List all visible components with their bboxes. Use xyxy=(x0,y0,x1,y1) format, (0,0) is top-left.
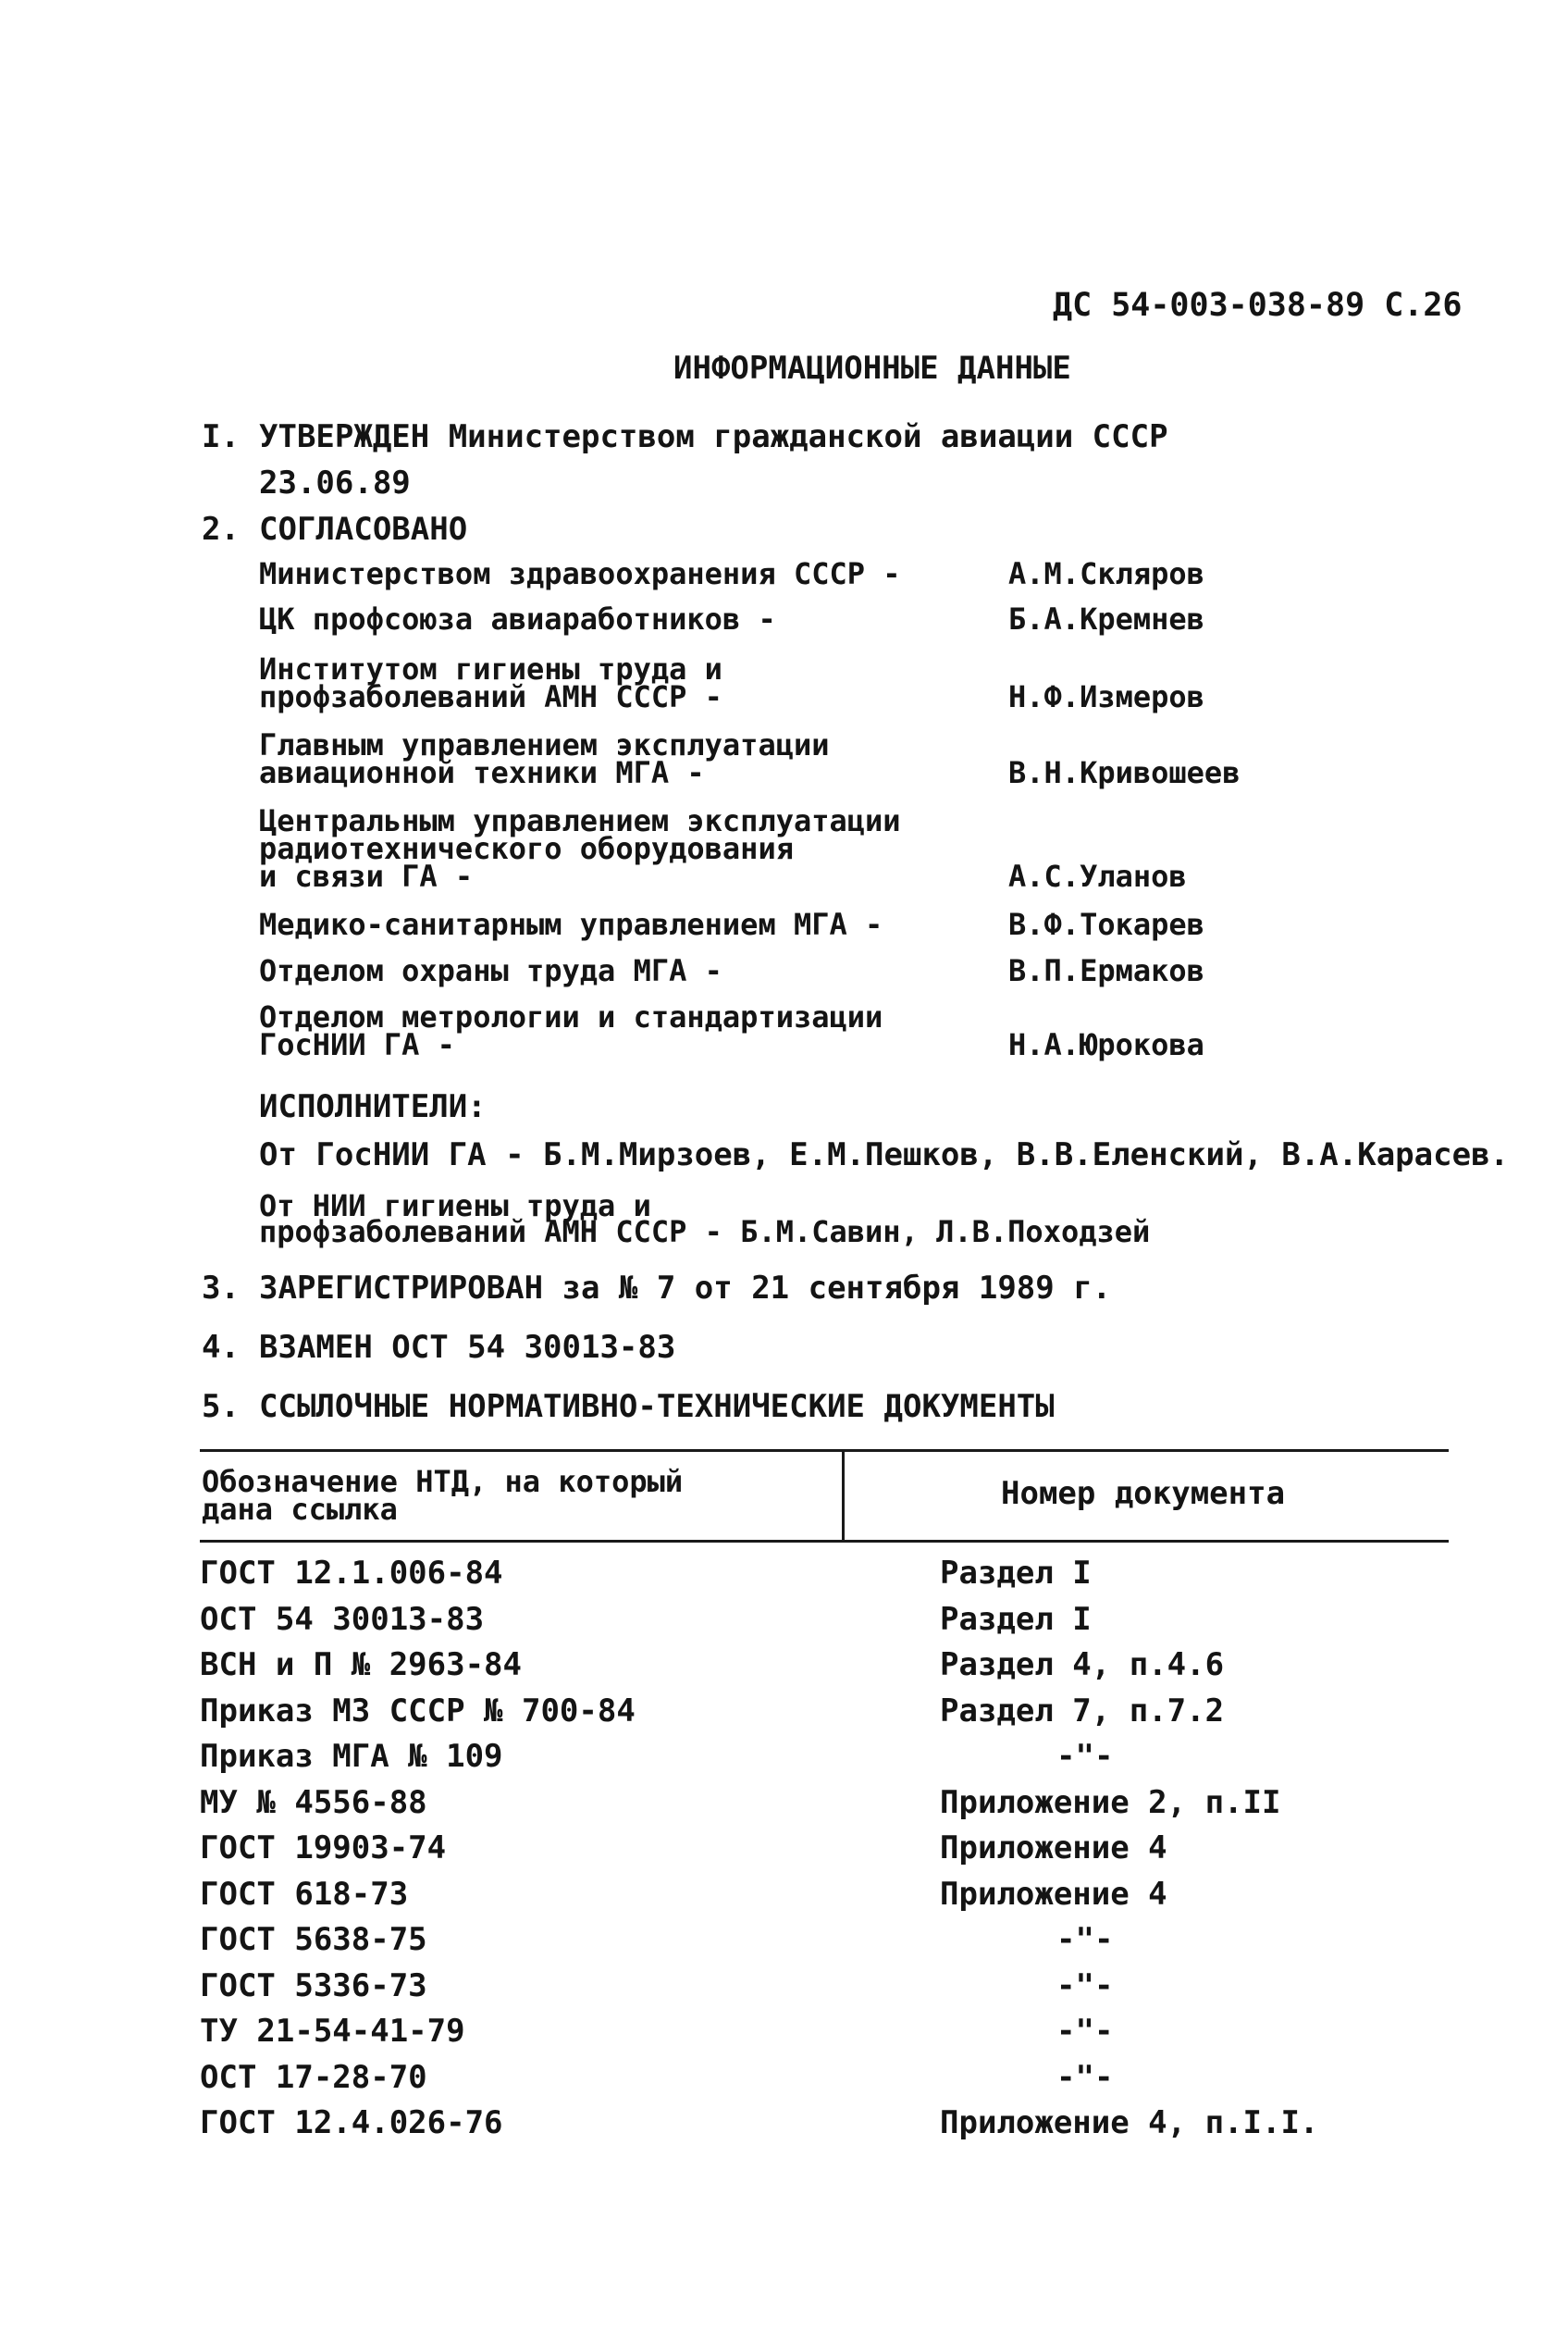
table-header-rule xyxy=(200,1540,1449,1543)
table-row-ref: -"- xyxy=(1056,2013,1114,2050)
table-row-ntd: ГОСТ 12.1.006-84 xyxy=(200,1555,503,1592)
approval-person-5: А.С.Уланов xyxy=(1008,859,1187,894)
executors-line-2b: профзаболеваний АМН СССР - Б.М.Савин, Л.В.Походзей xyxy=(259,1214,1151,1249)
section-1-number: I. xyxy=(202,418,240,455)
approval-org-1: Министерством здравоохранения СССР - xyxy=(259,556,901,591)
table-row-ntd: ГОСТ 19903-74 xyxy=(200,1829,447,1866)
approval-org-2: ЦК профсоюза авиаработников - xyxy=(259,601,776,637)
executors-label: ИСПОЛНИТЕЛИ: xyxy=(259,1088,487,1125)
table-row-ref: Раздел 7, п.7.2 xyxy=(940,1692,1225,1730)
section-1-line1: УТВЕРЖДЕН Министерством гражданской авиации СССР xyxy=(259,418,1168,455)
approval-person-7: В.П.Ермаков xyxy=(1008,953,1204,988)
table-row-ntd: ГОСТ 12.4.026-76 xyxy=(200,2104,503,2141)
table-header-col1-l2: дана ссылка xyxy=(202,1492,398,1527)
table-row-ref: Приложение 2, п.II xyxy=(940,1784,1281,1821)
section-1-date: 23.06.89 xyxy=(259,465,411,502)
table-row-ref: Раздел I xyxy=(940,1555,1092,1592)
approval-person-3: Н.Ф.Измеров xyxy=(1008,679,1204,714)
table-top-rule xyxy=(200,1449,1449,1452)
approval-person-1: А.М.Скляров xyxy=(1008,556,1204,591)
table-row-ref: -"- xyxy=(1056,2059,1114,2096)
table-row-ref: Приложение 4 xyxy=(940,1829,1167,1866)
table-row-ntd: ГОСТ 618-73 xyxy=(200,1876,409,1913)
approval-person-8: Н.А.Юрокова xyxy=(1008,1027,1204,1062)
section-3-text: ЗАРЕГИСТРИРОВАН за № 7 от 21 сентября 1989 г. xyxy=(259,1270,1112,1307)
approval-org-5-l1: Центральным управлением эксплуатации xyxy=(259,803,901,838)
approval-org-5-l2: радиотехнического оборудования xyxy=(259,831,794,866)
table-row-ntd: ГОСТ 5336-73 xyxy=(200,1967,427,2004)
section-5-number: 5. xyxy=(202,1388,240,1425)
table-row-ntd: ОСТ 54 30013-83 xyxy=(200,1601,485,1638)
section-3-number: 3. xyxy=(202,1270,240,1307)
approval-org-8-l1: Отделом метрологии и стандартизации xyxy=(259,999,883,1035)
approval-org-7: Отделом охраны труда МГА - xyxy=(259,953,722,988)
page-title: ИНФОРМАЦИОННЫЕ ДАННЫЕ xyxy=(673,350,1071,387)
approval-org-4-l1: Главным управлением эксплуатации xyxy=(259,727,830,763)
table-header-col2: Номер документа xyxy=(1001,1475,1286,1512)
approval-org-6: Медико-санитарным управлением МГА - xyxy=(259,907,883,942)
document-code: ДС 54-003-038-89 С.26 xyxy=(1053,287,1463,324)
section-2-number: 2. xyxy=(202,511,240,548)
section-4 xyxy=(202,1329,675,1366)
section-5 xyxy=(202,1388,1055,1425)
section-3 xyxy=(202,1270,1111,1307)
table-row-ref: Раздел I xyxy=(940,1601,1092,1638)
table-row-ntd: ОСТ 17-28-70 xyxy=(200,2059,427,2096)
table-row-ref: -"- xyxy=(1056,1921,1114,1958)
table-header-col1-l1: Обозначение НТД, на который xyxy=(202,1464,684,1499)
section-4-text: ВЗАМЕН ОСТ 54 30013-83 xyxy=(259,1329,676,1366)
table-row-ref: -"- xyxy=(1056,1738,1114,1775)
table-row-ref: Раздел 4, п.4.6 xyxy=(940,1646,1225,1683)
approval-org-3-l1: Институтом гигиены труда и xyxy=(259,651,722,687)
approval-person-6: В.Ф.Токарев xyxy=(1008,907,1204,942)
section-4-number: 4. xyxy=(202,1329,240,1366)
approval-org-4-l2: авиационной техники МГА - xyxy=(259,755,705,790)
table-row-ntd: ТУ 21-54-41-79 xyxy=(200,2013,465,2050)
table-row-ntd: Приказ МЗ СССР № 700-84 xyxy=(200,1692,636,1730)
executors-line-1: От ГосНИИ ГА - Б.М.Мирзоев, Е.М.Пешков, В.В.Еленский, В.А.Карасев. xyxy=(259,1136,1510,1173)
table-row-ntd: МУ № 4556-88 xyxy=(200,1784,427,1821)
approval-org-3-l2: профзаболеваний АМН СССР - xyxy=(259,679,722,714)
approval-person-4: В.Н.Кривошеев xyxy=(1008,755,1241,790)
section-1 xyxy=(202,418,1168,455)
executors-line-2a: От НИИ гигиены труда и xyxy=(259,1188,651,1223)
table-row-ntd: ВСН и П № 2963-84 xyxy=(200,1646,522,1683)
table-row-ntd: Приказ МГА № 109 xyxy=(200,1738,503,1775)
table-row-ref: Приложение 4, п.I.I. xyxy=(940,2104,1319,2141)
table-column-divider xyxy=(842,1451,845,1540)
approval-org-5-l3: и связи ГА - xyxy=(259,859,474,894)
section-2-heading: СОГЛАСОВАНО xyxy=(259,511,468,548)
approval-org-8-l2: ГосНИИ ГА - xyxy=(259,1027,455,1062)
table-row-ntd: ГОСТ 5638-75 xyxy=(200,1921,427,1958)
table-row-ref: -"- xyxy=(1056,1967,1114,2004)
table-row-ref: Приложение 4 xyxy=(940,1876,1167,1913)
section-2 xyxy=(202,511,467,548)
approval-person-2: Б.А.Кремнев xyxy=(1008,601,1204,637)
section-5-text: ССЫЛОЧНЫЕ НОРМАТИВНО-ТЕХНИЧЕСКИЕ ДОКУМЕНТЫ xyxy=(259,1388,1055,1425)
